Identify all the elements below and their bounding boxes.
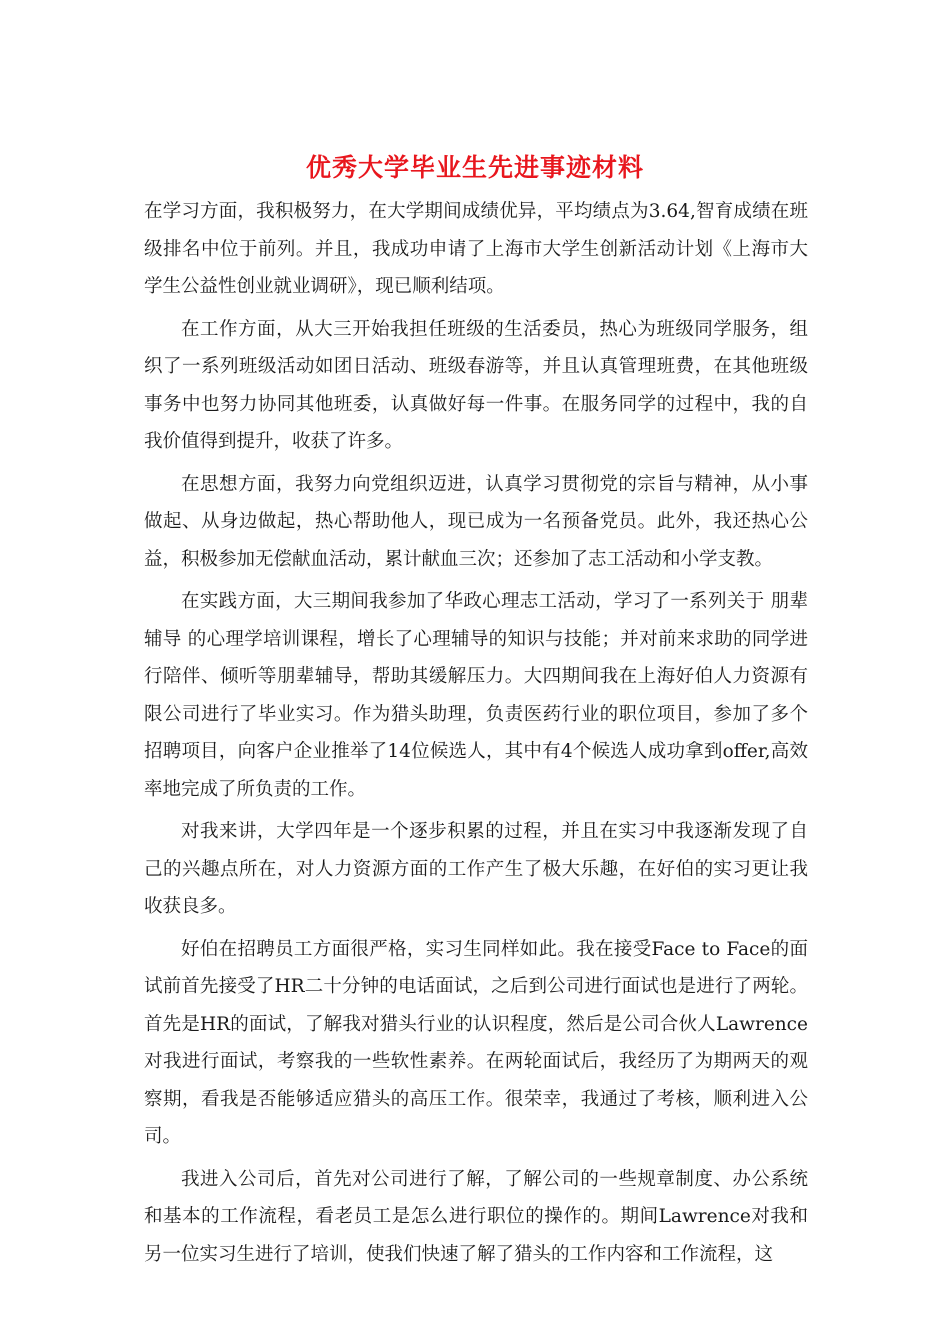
paragraph-ideology: 在思想方面，我努力向党组织迈进，认真学习贯彻党的宗旨与精神，从小事做起、从身边做起，热心帮助他人，现已成为一名预备党员。此外，我还热心公益，积极参加无偿献血活动，累计献血三次；还参加了志工活动和小学支教。	[144, 473, 808, 570]
paragraph-work: 在工作方面，从大三开始我担任班级的生活委员，热心为班级同学服务，组织了一系列班级活动如团日活动、班级春游等，并且认真管理班费，在其他班级事务中也努力协同其他班委，认真做好每一件事。在服务同学的过程中，我的自我价值得到提升，收获了许多。	[144, 318, 808, 452]
document-title: 优秀大学毕业生先进事迹材料	[305, 153, 644, 182]
document-body	[144, 193, 808, 1278]
paragraph-practice: 在实践方面，大三期间我参加了华政心理志工活动，学习了一系列关于 朋辈辅导 的心理学培训课程，增长了心理辅导的知识与技能；并对前来求助的同学进行陪伴、倾听等朋辈辅导，帮助其缓解压力。大四期间我在上海好伯人力资源有限公司进行了毕业实习。作为猎头助理，负责医药行业的职位项目，参加了多个招聘项目，向客户企业推举了14位候选人，其中有4个候选人成功拿到offer,高效率地完成了所负责的工作。	[144, 591, 808, 800]
paragraph-reflection: 对我来讲，大学四年是一个逐步积累的过程，并且在实习中我逐渐发现了自己的兴趣点所在，对人力资源方面的工作产生了极大乐趣，在好伯的实习更让我收获良多。	[144, 821, 808, 917]
paragraph-interview: 好伯在招聘员工方面很严格，实习生同样如此。我在接受Face to Face的面试前首先接受了HR二十分钟的电话面试，之后到公司进行面试也是进行了两轮。首先是HR的面试，了解我对猎头行业的认识程度，然后是公司合伙人Lawrence对我进行面试，考察我的一些软性素养。在两轮面试后，我经历了为期两天的观察期，看我是否能够适应猎头的高压工作。很荣幸，我通过了考核，顺利进入公司。	[144, 938, 808, 1147]
paragraph-onboarding: 我进入公司后，首先对公司进行了解，了解公司的一些规章制度、办公系统和基本的工作流程，看老员工是怎么进行职位的操作的。期间Lawrence对我和另一位实习生进行了培训，使我们快速了解了猎头的工作内容和工作流程，这	[144, 1168, 808, 1265]
paragraph-study: 在学习方面，我积极努力，在大学期间成绩优异，平均绩点为3.64,智育成绩在班级排名中位于前列。并且，我成功申请了上海市大学生创新活动计划《上海市大学生公益性创业就业调研》，现已顺利结项。	[144, 201, 808, 297]
